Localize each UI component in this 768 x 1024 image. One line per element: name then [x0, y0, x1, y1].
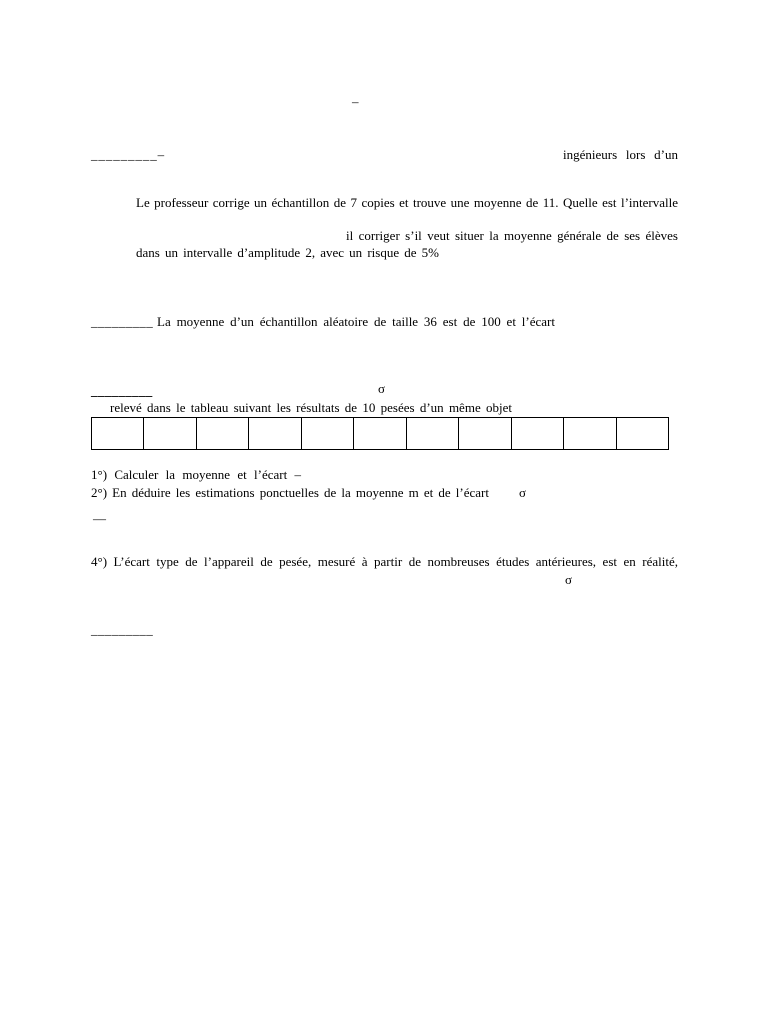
- weighing-cell: [564, 418, 616, 450]
- exercise-4-heading-rule: _________: [91, 622, 154, 637]
- question-4-sigma-symbol: σ: [565, 572, 573, 587]
- exercise-2-line-1: La moyenne d’un échantillon aléatoire de taille 36 est de 100 et l’écart: [157, 314, 555, 329]
- weighings-row: [92, 418, 669, 450]
- weighing-cell: [616, 418, 668, 450]
- question-2: 2°) En déduire les estimations ponctuelles de la moyenne m et de l’écart: [91, 485, 489, 500]
- weighing-cell: [249, 418, 301, 450]
- weighing-cell: [196, 418, 248, 450]
- question-1: 1°) Calculer la moyenne et l’écart –: [91, 467, 301, 482]
- exercise-1-line-1: Le professeur corrige un échantillon de 7 copies et trouve une moyenne de 11. Quelle est l’intervalle: [136, 195, 678, 210]
- exercise-1-line-2: il corriger s’il veut situer la moyenne générale de ses élèves: [346, 228, 678, 243]
- exercise-3-heading-rule: _________: [91, 383, 153, 398]
- top-dash: –: [352, 94, 359, 109]
- weighing-cell: [301, 418, 353, 450]
- exercise-1-heading-rule: _________–: [91, 147, 165, 162]
- exercise-3-sigma-symbol: σ: [378, 381, 386, 396]
- exercise-1-header-tail: ingénieurs lors d’un: [563, 147, 678, 162]
- weighing-cell: [459, 418, 511, 450]
- weighing-cell: [144, 418, 196, 450]
- question-3-dash: —: [93, 511, 106, 526]
- weighings-table: [91, 417, 669, 450]
- exercise-3-intro: relevé dans le tableau suivant les résultats de 10 pesées d’un même objet: [110, 400, 512, 415]
- weighing-cell: [354, 418, 406, 450]
- question-4: 4°) L’écart type de l’appareil de pesée, mesuré à partir de nombreuses études antérieures, est en réalité,: [91, 554, 678, 569]
- weighing-cell: [92, 418, 144, 450]
- exercise-2-heading-rule: _________: [91, 314, 154, 329]
- question-2-sigma-symbol: σ: [519, 485, 527, 500]
- weighing-cell: [406, 418, 458, 450]
- weighing-cell: [511, 418, 563, 450]
- exercise-1-line-3: dans un intervalle d’amplitude 2, avec un risque de 5%: [136, 245, 439, 260]
